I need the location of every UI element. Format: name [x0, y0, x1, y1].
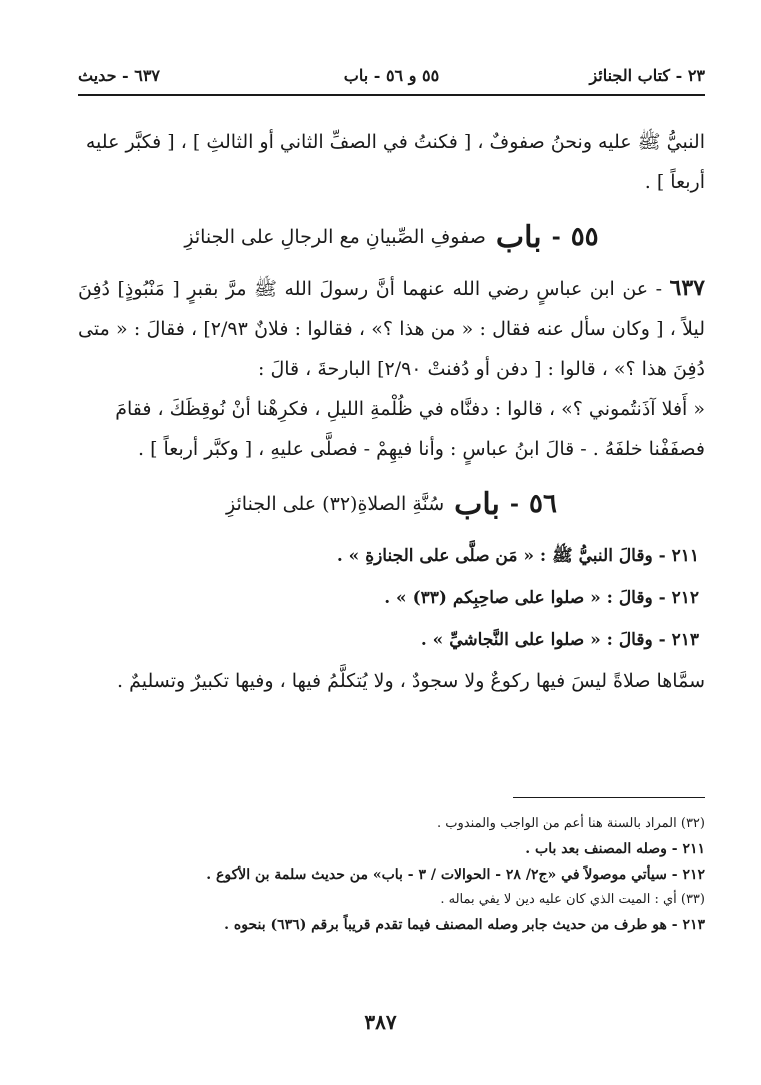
chapter-number: ٥٦: [529, 489, 557, 519]
page-number: ٣٨٧: [364, 1010, 397, 1034]
chapter-label: باب: [454, 486, 500, 522]
chapter-number: ٥٥: [570, 222, 599, 252]
chapter-title: سُنَّةِ الصلاةِ(٣٢) على الجنائزِ: [226, 493, 445, 515]
running-header: [78, 62, 705, 88]
hadith-637: [78, 268, 705, 389]
footnote-33: (٣٣) أي : الميت الذي كان عليه دين لا يفي بماله .: [440, 892, 705, 907]
header-book-title: ٢٣ - كتاب الجنائز: [589, 65, 705, 85]
chapter-dash: -: [509, 491, 520, 517]
chapter-heading-55: [78, 216, 705, 258]
chapter-heading-56: [78, 483, 705, 525]
footnote-213: ٢١٣ - هو طرف من حديث جابر وصله المصنف فيما تقدم قريباً برقم (٦٣٦) بنحوه .: [224, 917, 705, 933]
chapter-title: صفوفِ الصِّبيانِ مع الرجالِ على الجنائزِ: [184, 226, 486, 248]
main-text: [78, 122, 705, 701]
muallaq-211: ٢١١ - وقالَ النبيُّ ﷺ : « مَن صلَّى على الجنازةِ » .: [336, 546, 699, 566]
header-hadith-range: ٦٣٧ - حديث: [78, 65, 161, 85]
footnote-211: ٢١١ - وصله المصنف بعد باب .: [525, 841, 705, 857]
paragraph-continuation: النبيُّ ﷺ عليه ونحنُ صفوفٌ ، [ فكنتُ في الصفِّ الثاني أو الثالثِ ] ، [ فكبَّر عليه أربعاً ] .: [85, 131, 705, 193]
muallaq-212: ٢١٢ - وقالَ : « صلوا على صاحِبِكم (٣٣) » .: [384, 588, 699, 608]
hadith-number: ٦٣٧: [669, 275, 705, 301]
chapter-label: باب: [495, 219, 542, 255]
footnote-32: (٣٢) المراد بالسنة هنا أعم من الواجب والمندوب .: [437, 816, 705, 831]
chapter-dash: -: [551, 224, 561, 250]
header-divider: [78, 94, 705, 96]
hadith-637-continued: « أَفلا آذَنتُموني ؟» ، قالوا : دفنَّاه في ظُلْمةِ الليلِ ، فكرِهْنا أنْ نُوقِظَكَ ، فقامَ فصفَفْنا خلفَهُ . - قالَ ابنُ عباسٍ : وأنا فيهِمْ - فصلَّى عليهِ ، [ وكبَّر أربعاً ] .: [115, 398, 705, 460]
hadith-text: - عن ابن عباسٍ رضي الله عنهما أنَّ رسولَ الله ﷺ مرَّ بقبرٍ [ مَنْبُوذٍ] دُفِنَ ليلاً ، [ وكان سأل عنه فقال : « من هذا ؟» ، فقالوا : فلانٌ ٢/٩٣] ، فقالَ : « متى دُفِنَ هذا ؟» ، قالوا : [ دفن أو دُفنتْ ٢/٩٠] البارحةَ ، قالَ :: [78, 278, 705, 380]
closing-paragraph: سمَّاها صلاةً ليسَ فيها ركوعٌ ولا سجودٌ ، ولا يُتكلَّمُ فيها ، وفيها تكبيرٌ وتسليمٌ .: [117, 670, 705, 692]
header-chapter-range: ٥٥ و ٥٦ - باب: [343, 65, 440, 85]
footnote-divider: [513, 797, 705, 798]
footnote-212: ٢١٢ - سيأتي موصولاً في «ج٢/ ٢٨ - الحوالات / ٣ - باب» من حديث سلمة بن الأكوع .: [206, 867, 705, 883]
footnotes: [78, 812, 705, 938]
muallaq-213: ٢١٣ - وقالَ : « صلوا على النَّجاشيِّ » .: [420, 630, 699, 650]
